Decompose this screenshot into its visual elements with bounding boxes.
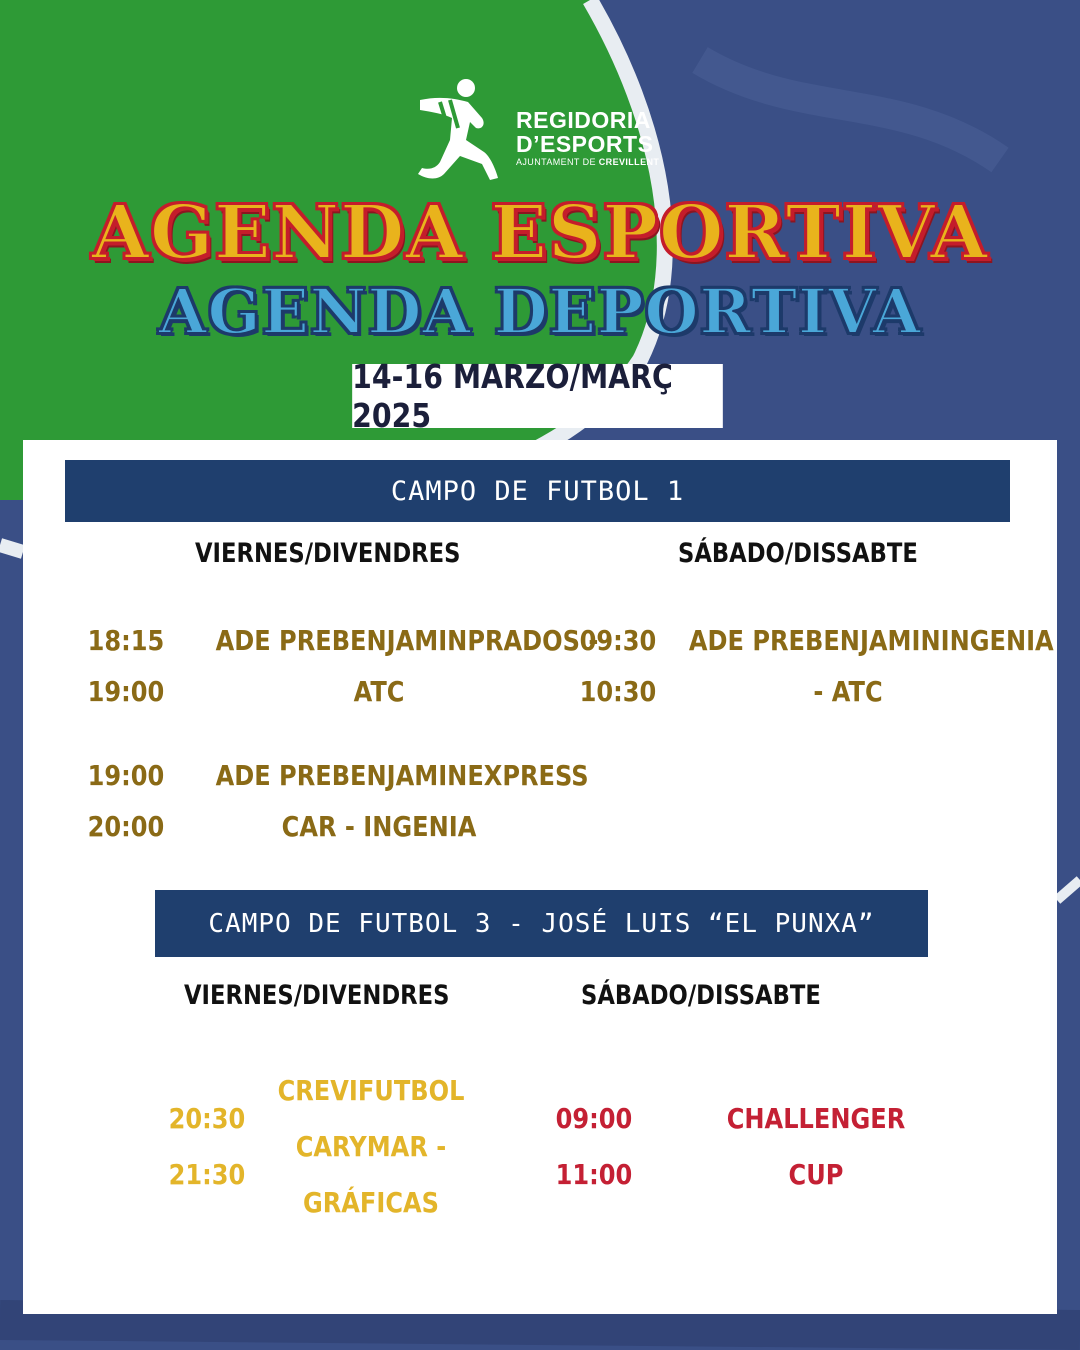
field3-fri-match-line3: GRÁFICAS [302,1186,440,1219]
field3-fri-match-line2: CARYMAR - [295,1130,447,1163]
field3-fri-match-line1: CREVIFUTBOL [277,1074,465,1107]
field1-sat-1-match-line1: ADE PREBENJAMININGENIA [688,624,1054,657]
schedule-card [23,440,1057,1314]
field3-fri-end: 21:30 [168,1158,246,1191]
field1-fri-1-match-line1: ADE PREBENJAMINPRADOS - [215,624,599,657]
field3-header: CAMPO DE FUTBOL 3 - JOSÉ LUIS “EL PUNXA” [155,890,928,957]
field1-fri-1-start: 18:15 [87,624,165,657]
logo-text [516,108,659,168]
logo-line1: REGIDORIA [516,107,651,133]
field1-sat-1-match-line2: - ATC [813,675,883,708]
field1-fri-2-start: 19:00 [87,759,165,792]
field1-header: CAMPO DE FUTBOL 1 [65,460,1010,522]
field1-friday-heading: VIERNES/DIVENDRES [195,538,461,569]
field1-sat-1-end: 10:30 [579,675,657,708]
field1-saturday-heading: SÁBADO/DISSABTE [678,538,918,569]
date-range: 14-16 MARZO/MARÇ 2025 [352,364,723,428]
field1-fri-1-match-line2: ATC [353,675,405,708]
field1-fri-2-end: 20:00 [87,810,165,843]
field3-friday-heading: VIERNES/DIVENDRES [184,980,450,1011]
running-footballer-icon [410,78,510,183]
field1-fri-2-match-line1: ADE PREBENJAMINEXPRESS [215,759,589,792]
logo-line3: AJUNTAMENT DE CREVILLENT [516,157,660,167]
field1-fri-1-end: 19:00 [87,675,165,708]
field3-fri-start: 20:30 [168,1102,246,1135]
logo [410,78,680,188]
field3-sat-start: 09:00 [555,1102,633,1135]
field1-sat-1-start: 09:30 [579,624,657,657]
field3-sat-match-line2: CUP [788,1158,844,1191]
field3-saturday-heading: SÁBADO/DISSABTE [581,980,821,1011]
field3-sat-match-line1: CHALLENGER [726,1102,906,1135]
title-spanish: AGENDA DEPORTIVA [158,275,922,348]
title-catalan: AGENDA ESPORTIVA [91,190,989,276]
field3-sat-end: 11:00 [555,1158,633,1191]
field1-fri-2-match-line2: CAR - INGENIA [281,810,477,843]
logo-line2: D’ESPORTS [516,131,654,157]
